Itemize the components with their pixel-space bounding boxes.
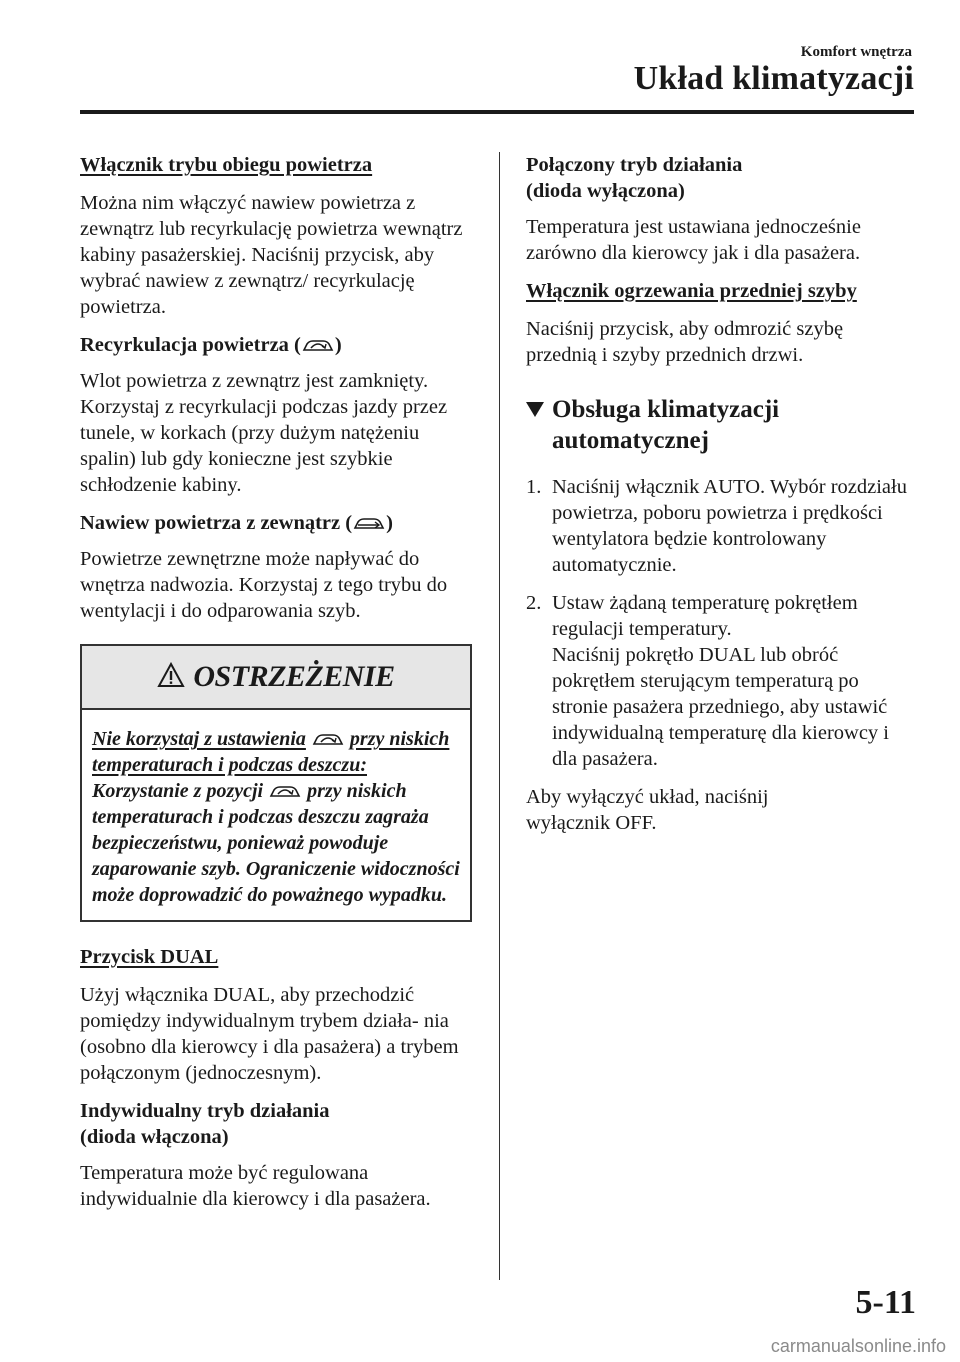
individual-text: Temperatura może być regulowana indywidualnie dla kierowcy i dla pasażera. bbox=[80, 1162, 431, 1210]
off-text-line2: wyłącznik OFF. bbox=[526, 812, 657, 834]
recirc-heading bbox=[80, 332, 472, 358]
individual-heading-line2: (dioda włączona) bbox=[80, 1126, 229, 1148]
recirc-text: Wlot powietrza z zewnątrz jest zamknięty. Korzystaj z recyrkulacji podczas jazdy przez tunele, w korkach (przy dużym natężeniu spalin) lub gdy konieczne jest szybkie schłodzenie kabiny. bbox=[80, 370, 448, 496]
step-text bbox=[552, 474, 918, 578]
right-column bbox=[526, 152, 918, 848]
warning-title: OSTRZEŻENIE bbox=[193, 660, 395, 693]
fresh-air-icon bbox=[352, 514, 386, 532]
fresh-air-heading bbox=[80, 510, 472, 536]
warning-body bbox=[82, 710, 470, 920]
step-line: Naciśnij pokrętło DUAL lub obróć pokrętłem sterującym temperaturą po stronie pasażera przedniego, aby ustawić indywidualną temperaturę dla kierowcy i dla pasażera. bbox=[552, 644, 889, 770]
recirc-switch-heading: Włącznik trybu obiegu powietrza bbox=[80, 154, 373, 176]
dual-heading: Przycisk DUAL bbox=[80, 946, 219, 968]
individual-heading-line1: Indywidualny tryb działania bbox=[80, 1100, 330, 1122]
step-item bbox=[526, 474, 918, 578]
triangle-bullet-icon bbox=[526, 402, 544, 417]
section-name: Komfort wnętrza bbox=[800, 44, 912, 60]
defrost-heading: Włącznik ogrzewania przedniej szyby bbox=[526, 280, 857, 302]
combined-heading bbox=[526, 152, 918, 204]
recirculation-icon bbox=[268, 782, 302, 800]
warning-text-1: Korzystanie z pozycji bbox=[92, 780, 264, 802]
left-column bbox=[80, 152, 472, 1224]
header-rule bbox=[80, 110, 914, 114]
step-line: Ustaw żądaną temperaturę pokrętłem regulacji temperatury. bbox=[552, 592, 858, 640]
warning-underlined-2: przy niskich temperaturach i podczas deszczu: bbox=[92, 728, 450, 776]
warning-header bbox=[82, 646, 470, 710]
step-number: 2. bbox=[526, 592, 542, 614]
warning-box bbox=[80, 644, 472, 922]
recirc-heading-close: ) bbox=[334, 334, 342, 356]
combined-text: Temperatura jest ustawiana jednocześnie zarówno dla kierowcy jak i dla pasażera. bbox=[526, 216, 861, 264]
recirc-switch-text: Można nim włączyć nawiew powietrza z zewnątrz lub recyrkulację powietrza wewnątrz kabiny pasażerskiej. Naciśnij przycisk, aby wybrać nawiew z zewnątrz/ recyrkulację powietrza. bbox=[80, 192, 463, 318]
recirculation-icon bbox=[311, 730, 345, 748]
combined-heading-line2: (dioda wyłączona) bbox=[526, 180, 685, 202]
warning-triangle-icon bbox=[157, 662, 185, 688]
recirculation-icon bbox=[301, 336, 335, 354]
off-text-line1: Aby wyłączyć układ, naciśnij bbox=[526, 786, 769, 808]
watermark: carmanualsonline.info bbox=[770, 1336, 946, 1356]
auto-ac-steps bbox=[526, 474, 918, 772]
fresh-air-heading-text: Nawiew powietrza z zewnątrz ( bbox=[80, 512, 353, 534]
combined-heading-line1: Połączony tryb działania bbox=[526, 154, 743, 176]
off-text bbox=[526, 784, 918, 836]
step-item bbox=[526, 590, 918, 772]
recirc-heading-text: Recyrkulacja powietrza ( bbox=[80, 334, 301, 356]
individual-heading bbox=[80, 1098, 472, 1150]
step-number: 1. bbox=[526, 476, 542, 498]
page-title: Układ klimatyzacji bbox=[633, 60, 914, 97]
fresh-air-heading-close: ) bbox=[386, 512, 393, 534]
column-divider bbox=[499, 152, 500, 1280]
step-line: Naciśnij włącznik AUTO. Wybór rozdziału powietrza, poboru powietrza i prędkości wentylatora będzie kontrolowany automatycznie. bbox=[552, 476, 907, 576]
auto-ac-heading bbox=[526, 394, 918, 456]
warning-text-2: przy niskich temperaturach i podczas deszczu zagraża bezpieczeństwu, ponieważ powoduje zaparowanie szyb. Ograniczenie widoczności może doprowadzić do poważnego wypadku. bbox=[92, 780, 460, 906]
fresh-air-text: Powietrze zewnętrzne może napływać do wnętrza nadwozia. Korzystaj z tego trybu do wentylacji i do odparowania szyb. bbox=[80, 548, 448, 622]
dual-text: Użyj włącznika DUAL, aby przechodzić pomiędzy indywidualnym trybem działa- nia (osobno dla kierowcy i dla pasażera) a trybem połączonym (jednoczesnym). bbox=[80, 984, 459, 1084]
defrost-text: Naciśnij przycisk, aby odmrozić szybę przednią i szyby przednich drzwi. bbox=[526, 318, 844, 366]
warning-underlined-1: Nie korzystaj z ustawienia bbox=[92, 728, 306, 750]
auto-ac-heading-text: Obsługa klimatyzacji automatycznej bbox=[552, 396, 780, 454]
page-number: 5-11 bbox=[855, 1284, 916, 1321]
step-text bbox=[552, 590, 918, 772]
